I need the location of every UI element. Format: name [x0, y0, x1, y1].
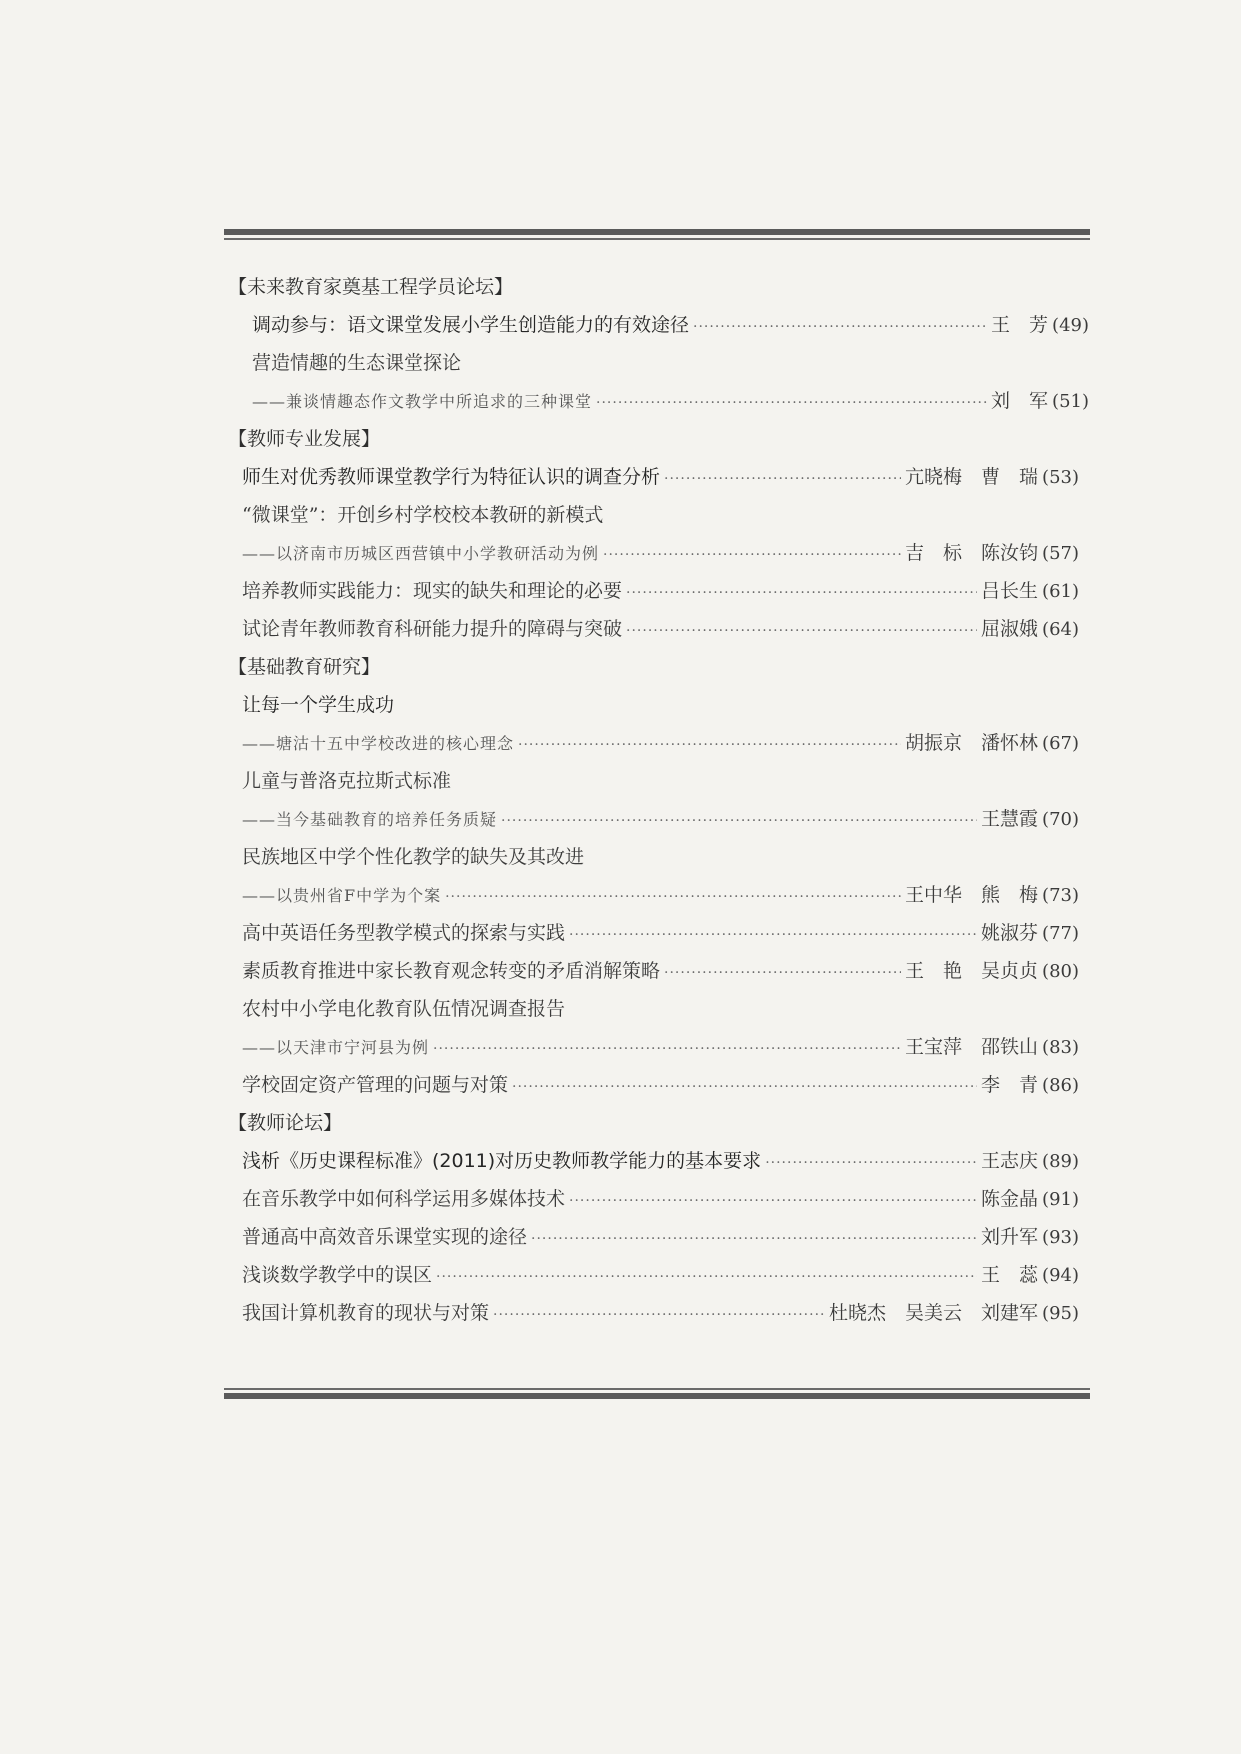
- toc-entry[interactable]: [242, 462, 1079, 489]
- section-heading-row: [0, 648, 1241, 684]
- toc-entry[interactable]: [252, 310, 1089, 337]
- dot-leader: [626, 623, 977, 639]
- dot-leader: [693, 319, 987, 335]
- toc-entry-row: [0, 724, 1241, 760]
- toc-entry-row: [0, 1218, 1241, 1254]
- dot-leader: [501, 813, 977, 829]
- bottom-double-rule: [224, 1388, 1090, 1399]
- article-title: 我国计算机教育的现状与对策: [242, 1302, 490, 1324]
- article-authors: 王宝萍 邵铁山: [905, 1036, 1039, 1058]
- article-authors: 王 艳 吴贞贞: [905, 960, 1039, 982]
- article-title: 学校固定资产管理的问题与对策: [242, 1074, 509, 1096]
- page-number: (77): [1042, 923, 1079, 944]
- table-of-contents: [0, 268, 1241, 1378]
- article-title: 培养教师实践能力：现实的缺失和理论的必要: [242, 580, 623, 602]
- article-authors: 屈淑娥: [981, 618, 1039, 640]
- toc-entry-title-only[interactable]: [242, 766, 451, 793]
- article-authors: 李 青: [981, 1074, 1039, 1096]
- toc-subtitle-entry[interactable]: [242, 804, 1079, 831]
- article-title: 浅谈数学教学中的误区: [242, 1264, 433, 1286]
- toc-entry-title-only[interactable]: [242, 994, 565, 1021]
- page-number: (73): [1042, 885, 1079, 906]
- toc-subtitle-entry[interactable]: [242, 538, 1079, 565]
- page-number: (91): [1042, 1189, 1079, 1210]
- article-authors: 王志庆: [981, 1150, 1039, 1172]
- article-title: “微课堂”：开创乡村学校校本教研的新模式: [242, 504, 604, 526]
- toc-entry-row: [0, 306, 1241, 342]
- toc-entry[interactable]: [242, 918, 1079, 945]
- toc-entry-row: [0, 496, 1241, 532]
- dot-leader: [765, 1155, 977, 1171]
- toc-entry-row: [0, 458, 1241, 494]
- section-heading: 【未来教育家奠基工程学员论坛】: [228, 276, 514, 298]
- article-subtitle: ——以贵州省F中学为个案: [242, 886, 442, 905]
- article-authors: 王 蕊: [981, 1264, 1039, 1286]
- dot-leader: [436, 1269, 977, 1285]
- article-subtitle: ——以天津市宁河县为例: [242, 1038, 430, 1057]
- page-number: (53): [1042, 467, 1079, 488]
- toc-entry-row: [0, 572, 1241, 608]
- article-title: 高中英语任务型教学模式的探索与实践: [242, 922, 566, 944]
- article-title: 普通高中高效音乐课堂实现的途径: [242, 1226, 528, 1248]
- toc-subtitle-entry[interactable]: [252, 386, 1089, 413]
- section-heading-row: [0, 268, 1241, 304]
- toc-entry-title-only[interactable]: [252, 348, 461, 375]
- article-title: 师生对优秀教师课堂教学行为特征认识的调查分析: [242, 466, 661, 488]
- toc-entry[interactable]: [242, 1260, 1079, 1287]
- dot-leader: [531, 1231, 977, 1247]
- toc-entry-row: [0, 914, 1241, 950]
- dot-leader: [512, 1079, 977, 1095]
- toc-entry-row: [0, 1294, 1241, 1330]
- toc-entry-row: [0, 344, 1241, 380]
- dot-leader: [569, 1193, 977, 1209]
- page-number: (83): [1042, 1037, 1079, 1058]
- article-subtitle: ——兼谈情趣态作文教学中所追求的三种课堂: [252, 392, 593, 411]
- toc-entry-row: [0, 1142, 1241, 1178]
- article-title: 农村中小学电化教育队伍情况调查报告: [242, 998, 566, 1020]
- toc-entry[interactable]: [242, 956, 1079, 983]
- article-title: 营造情趣的生态课堂探论: [252, 352, 462, 374]
- toc-entry-row: [0, 382, 1241, 418]
- toc-entry[interactable]: [242, 614, 1079, 641]
- article-title: 儿童与普洛克拉斯式标准: [242, 770, 452, 792]
- article-authors: 刘升军: [981, 1226, 1039, 1248]
- article-title: 素质教育推进中家长教育观念转变的矛盾消解策略: [242, 960, 661, 982]
- article-title: 让每一个学生成功: [242, 694, 395, 716]
- toc-entry[interactable]: [242, 1222, 1079, 1249]
- article-authors: 刘 军: [991, 390, 1049, 412]
- toc-entry-row: [0, 1256, 1241, 1292]
- dot-leader: [518, 737, 901, 753]
- dot-leader: [603, 547, 901, 563]
- toc-subtitle-entry[interactable]: [242, 1032, 1079, 1059]
- article-authors: 姚淑芬: [981, 922, 1039, 944]
- page-number: (70): [1042, 809, 1079, 830]
- section-heading: 【教师论坛】: [228, 1112, 343, 1134]
- article-subtitle: ——当今基础教育的培养任务质疑: [242, 810, 498, 829]
- toc-entry-row: [0, 1066, 1241, 1102]
- toc-entry-row: [0, 876, 1241, 912]
- page-number: (94): [1042, 1265, 1079, 1286]
- toc-subtitle-entry[interactable]: [242, 728, 1079, 755]
- toc-entry-row: [0, 610, 1241, 646]
- article-title: 民族地区中学个性化教学的缺失及其改进: [242, 846, 585, 868]
- dot-leader: [664, 965, 901, 981]
- page-number: (64): [1042, 619, 1079, 640]
- section-heading-row: [0, 420, 1241, 456]
- top-double-rule: [224, 229, 1090, 240]
- toc-entry[interactable]: [242, 1184, 1079, 1211]
- article-authors: 杜晓杰 吴美云 刘建军: [829, 1302, 1039, 1324]
- article-subtitle: ——塘沽十五中学校改进的核心理念: [242, 734, 515, 753]
- toc-entry-row: [0, 762, 1241, 798]
- page-number: (51): [1052, 391, 1089, 412]
- page-number: (61): [1042, 581, 1079, 602]
- toc-entry[interactable]: [242, 576, 1079, 603]
- toc-entry-row: [0, 534, 1241, 570]
- article-authors: 王中华 熊 梅: [905, 884, 1039, 906]
- page-number: (57): [1042, 543, 1079, 564]
- page-number: (49): [1052, 315, 1089, 336]
- page-number: (80): [1042, 961, 1079, 982]
- dot-leader: [626, 585, 977, 601]
- toc-subtitle-entry[interactable]: [242, 880, 1079, 907]
- article-authors: 吉 标 陈汝钧: [905, 542, 1039, 564]
- article-authors: 陈金晶: [981, 1188, 1039, 1210]
- toc-entry-title-only[interactable]: [242, 500, 603, 527]
- page-number: (89): [1042, 1151, 1079, 1172]
- dot-leader: [433, 1041, 901, 1057]
- article-title: 浅析《历史课程标准》(2011)对历史教师教学能力的基本要求: [242, 1150, 762, 1172]
- article-authors: 亢晓梅 曹 瑞: [905, 466, 1039, 488]
- toc-entry-row: [0, 952, 1241, 988]
- article-title: 试论青年教师教育科研能力提升的障碍与突破: [242, 618, 623, 640]
- article-title: 在音乐教学中如何科学运用多媒体技术: [242, 1188, 566, 1210]
- article-authors: 胡振京 潘怀林: [905, 732, 1039, 754]
- section-heading: 【基础教育研究】: [228, 656, 381, 678]
- dot-leader: [569, 927, 977, 943]
- toc-entry-title-only[interactable]: [242, 690, 394, 717]
- toc-entry-row: [0, 1180, 1241, 1216]
- toc-entry[interactable]: [242, 1298, 1079, 1325]
- toc-entry-row: [0, 686, 1241, 722]
- page-number: (86): [1042, 1075, 1079, 1096]
- article-title: 调动参与：语文课堂发展小学生创造能力的有效途径: [252, 314, 690, 336]
- dot-leader: [664, 471, 901, 487]
- dot-leader: [596, 395, 987, 411]
- page-number: (95): [1042, 1303, 1079, 1324]
- toc-entry[interactable]: [242, 1146, 1079, 1173]
- page-number: (93): [1042, 1227, 1079, 1248]
- toc-entry-row: [0, 838, 1241, 874]
- article-authors: 吕长生: [981, 580, 1039, 602]
- article-authors: 王慧霞: [981, 808, 1039, 830]
- dot-leader: [493, 1307, 825, 1323]
- section-heading: 【教师专业发展】: [228, 428, 381, 450]
- section-heading-row: [0, 1104, 1241, 1140]
- toc-entry-row: [0, 1028, 1241, 1064]
- article-subtitle: ——以济南市历城区西营镇中小学教研活动为例: [242, 544, 600, 563]
- toc-entry[interactable]: [242, 1070, 1079, 1097]
- toc-entry-row: [0, 800, 1241, 836]
- toc-entry-row: [0, 990, 1241, 1026]
- dot-leader: [445, 889, 901, 905]
- article-authors: 王 芳: [991, 314, 1049, 336]
- toc-entry-title-only[interactable]: [242, 842, 584, 869]
- page-number: (67): [1042, 733, 1079, 754]
